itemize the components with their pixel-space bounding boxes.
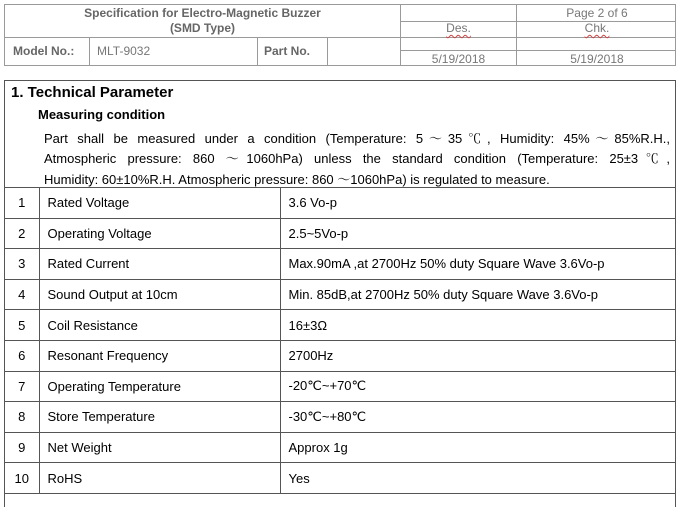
parameter-name: Operating Temperature bbox=[39, 371, 280, 402]
table-row bbox=[5, 218, 675, 249]
table-row bbox=[5, 310, 675, 341]
header-divider bbox=[327, 37, 328, 65]
header-divider bbox=[89, 37, 90, 65]
parameter-name: Operating Voltage bbox=[39, 218, 280, 249]
parameter-name: Resonant Frequency bbox=[39, 340, 280, 371]
document-header bbox=[4, 4, 676, 66]
header-divider bbox=[400, 50, 676, 51]
row-number: 3 bbox=[5, 249, 39, 280]
parameter-value: 2.5~5Vo-p bbox=[280, 218, 675, 249]
parameter-value: -30℃~+80℃ bbox=[280, 402, 675, 433]
page-number: Page 2 of 6 bbox=[566, 6, 628, 20]
parameter-name: Coil Resistance bbox=[39, 310, 280, 341]
table-row bbox=[5, 371, 675, 402]
table-row bbox=[5, 249, 675, 280]
spec-subtitle: (SMD Type) bbox=[169, 21, 236, 35]
row-number: 8 bbox=[5, 402, 39, 433]
header-divider bbox=[5, 37, 676, 38]
parameter-value: Min. 85dB,at 2700Hz 50% duty Square Wave 3.6Vo-p bbox=[280, 279, 675, 310]
measuring-condition-title: Measuring condition bbox=[38, 107, 166, 122]
parameter-name: Store Temperature bbox=[39, 402, 280, 433]
row-number: 4 bbox=[5, 279, 39, 310]
parameter-value: Max.90mA ,at 2700Hz 50% duty Square Wave 3.6Vo-p bbox=[280, 249, 675, 280]
model-no-label: Model No.: bbox=[13, 44, 75, 58]
table-row bbox=[5, 463, 675, 494]
parameter-name: RoHS bbox=[39, 463, 280, 494]
row-number: 2 bbox=[5, 218, 39, 249]
row-number: 5 bbox=[5, 310, 39, 341]
table-row bbox=[5, 188, 675, 219]
parameter-value: -20℃~+70℃ bbox=[280, 371, 675, 402]
parameter-value: 16±3Ω bbox=[280, 310, 675, 341]
checker-label: Chk. bbox=[584, 21, 610, 35]
table-row bbox=[5, 402, 675, 433]
condition-line-1: Part shall be measured under a condition (Temperature: 5～35℃, Humidity: 45%～85%R.H., bbox=[44, 131, 670, 146]
parameter-value: Yes bbox=[280, 463, 675, 494]
table-row bbox=[5, 340, 675, 371]
part-no-label: Part No. bbox=[264, 44, 311, 58]
row-number: 9 bbox=[5, 432, 39, 463]
header-divider bbox=[257, 37, 258, 65]
row-number: 6 bbox=[5, 340, 39, 371]
parameter-value: Approx 1g bbox=[280, 432, 675, 463]
technical-parameter-section bbox=[4, 80, 676, 507]
parameter-value: 2700Hz bbox=[280, 340, 675, 371]
designer-date: 5/19/2018 bbox=[431, 52, 486, 66]
condition-line-2: Atmospheric pressure: 860 ～1060hPa) unless the standard condition (Temperature: 25±3℃, bbox=[44, 151, 670, 166]
table-row bbox=[5, 279, 675, 310]
row-number: 7 bbox=[5, 371, 39, 402]
parameter-name: Rated Voltage bbox=[39, 188, 280, 219]
table-row bbox=[5, 432, 675, 463]
row-number: 1 bbox=[5, 188, 39, 219]
row-number: 10 bbox=[5, 463, 39, 494]
parameter-table bbox=[5, 187, 675, 494]
designer-label: Des. bbox=[446, 21, 471, 35]
condition-line-3: Humidity: 60±10%R.H. Atmospheric pressure: 860 ～1060hPa) is regulated to measure. bbox=[44, 172, 550, 187]
checker-date: 5/19/2018 bbox=[570, 52, 624, 66]
parameter-name: Sound Output at 10cm bbox=[39, 279, 280, 310]
section-title: 1. Technical Parameter bbox=[11, 84, 174, 101]
parameter-value: 3.6 Vo-p bbox=[280, 188, 675, 219]
model-no-value: MLT-9032 bbox=[97, 44, 151, 58]
parameter-name: Rated Current bbox=[39, 249, 280, 280]
spec-title: Specification for Electro-Magnetic Buzzer bbox=[84, 6, 321, 20]
parameter-name: Net Weight bbox=[39, 432, 280, 463]
